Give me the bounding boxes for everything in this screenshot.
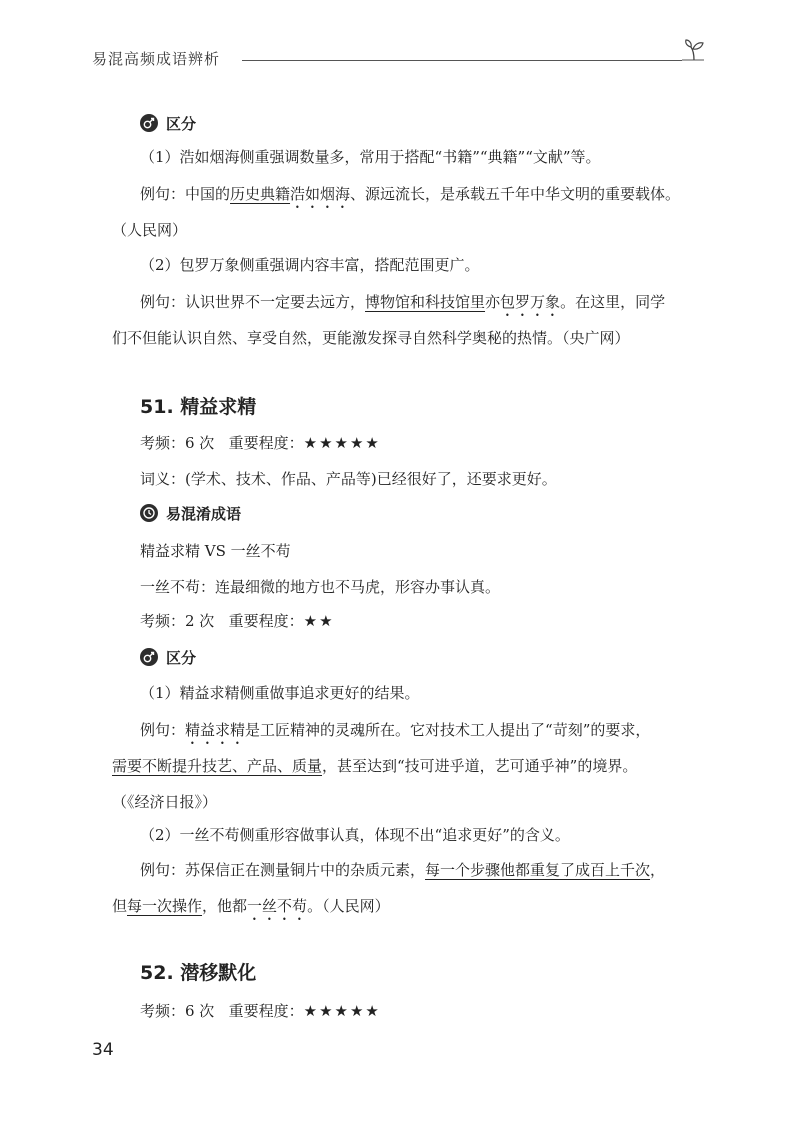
- source-citation: （人民网）: [112, 221, 188, 239]
- example-paragraph: 例句：苏保信正在测量铜片中的杂质元素，每一个步骤他都重复了成百上千次， 但每一次操作，他都一丝不苟。（人民网）: [112, 861, 666, 915]
- underlined-phrase: 每一个步骤他都重复了成百上千次: [425, 861, 651, 879]
- importance-stars: ★★★★★: [303, 434, 381, 452]
- clock-icon: [140, 504, 158, 522]
- page-number: 34: [92, 1040, 114, 1060]
- running-header: [92, 36, 712, 72]
- emphasized-idiom: 包罗万象: [500, 293, 561, 311]
- confusable-heading: 易混淆成语: [140, 502, 241, 526]
- frequency-line: 考频：6 次 重要程度：★★★★★: [140, 434, 381, 452]
- header-rule: [242, 60, 682, 61]
- paragraph: （2）一丝不苟侧重形容做事认真，体现不出“追求更好”的含义。: [140, 826, 570, 844]
- example-paragraph: 例句：认识世界不一定要去远方，博物馆和科技馆里亦包罗万象。在这里，同学 们不但能认识自然、享受自然，更能激发探寻自然科学奥秘的热情。（央广网）: [112, 293, 666, 347]
- distinguish-heading: 区分: [140, 112, 196, 136]
- emphasized-idiom: 浩如烟海: [290, 185, 351, 203]
- idiom-pair: 精益求精 VS 一丝不苟: [140, 542, 291, 560]
- meaning-line: 词义：(学术、技术、作品、产品等)已经很好了，还要求更好。: [140, 470, 557, 488]
- distinguish-heading: 区分: [140, 646, 196, 670]
- compare-icon: [140, 648, 158, 666]
- compare-icon: [140, 114, 158, 132]
- example-paragraph: 例句：精益求精是工匠精神的灵魂所在。它对技术工人提出了“苛刻”的要求， 需要不断提升技艺、产品、质量，甚至达到“技可进乎道，艺可通乎神”的境界。 （《经济日报》）: [112, 721, 651, 811]
- paragraph: （1）浩如烟海侧重强调数量多，常用于搭配“书籍”“典籍”“文献”等。: [140, 148, 601, 166]
- importance-stars: ★★: [303, 612, 335, 630]
- paragraph: （2）包罗万象侧重强调内容丰富，搭配范围更广。: [140, 256, 480, 274]
- emphasized-idiom: 精益求精: [185, 721, 246, 739]
- importance-stars: ★★★★★: [303, 1002, 381, 1020]
- source-citation: （《经济日报》）: [112, 793, 218, 811]
- frequency-line: 考频：2 次 重要程度：★★: [140, 612, 335, 630]
- example-paragraph: 例句：中国的历史典籍浩如烟海、源远流长，是承载五千年中华文明的重要载体。 （人民网）: [112, 185, 681, 239]
- header-title: 易混高频成语辨析: [92, 50, 221, 68]
- sprout-icon: [678, 36, 708, 66]
- paragraph: （1）精益求精侧重做事追求更好的结果。: [140, 684, 420, 702]
- underlined-phrase: 需要不断提升技艺、产品、质量: [112, 757, 323, 775]
- alt-meaning: 一丝不苟：连最细微的地方也不马虎，形容办事认真。: [140, 578, 501, 596]
- frequency-line: 考频：6 次 重要程度：★★★★★: [140, 1002, 381, 1020]
- entry-title: 52. 潜移默化: [140, 962, 257, 984]
- underlined-phrase: 每一次操作: [127, 897, 203, 915]
- emphasized-idiom: 一丝不苟: [247, 897, 308, 915]
- entry-title: 51. 精益求精: [140, 396, 257, 418]
- underlined-phrase: 博物馆和科技馆里: [365, 293, 486, 311]
- underlined-phrase: 历史典籍: [230, 185, 291, 203]
